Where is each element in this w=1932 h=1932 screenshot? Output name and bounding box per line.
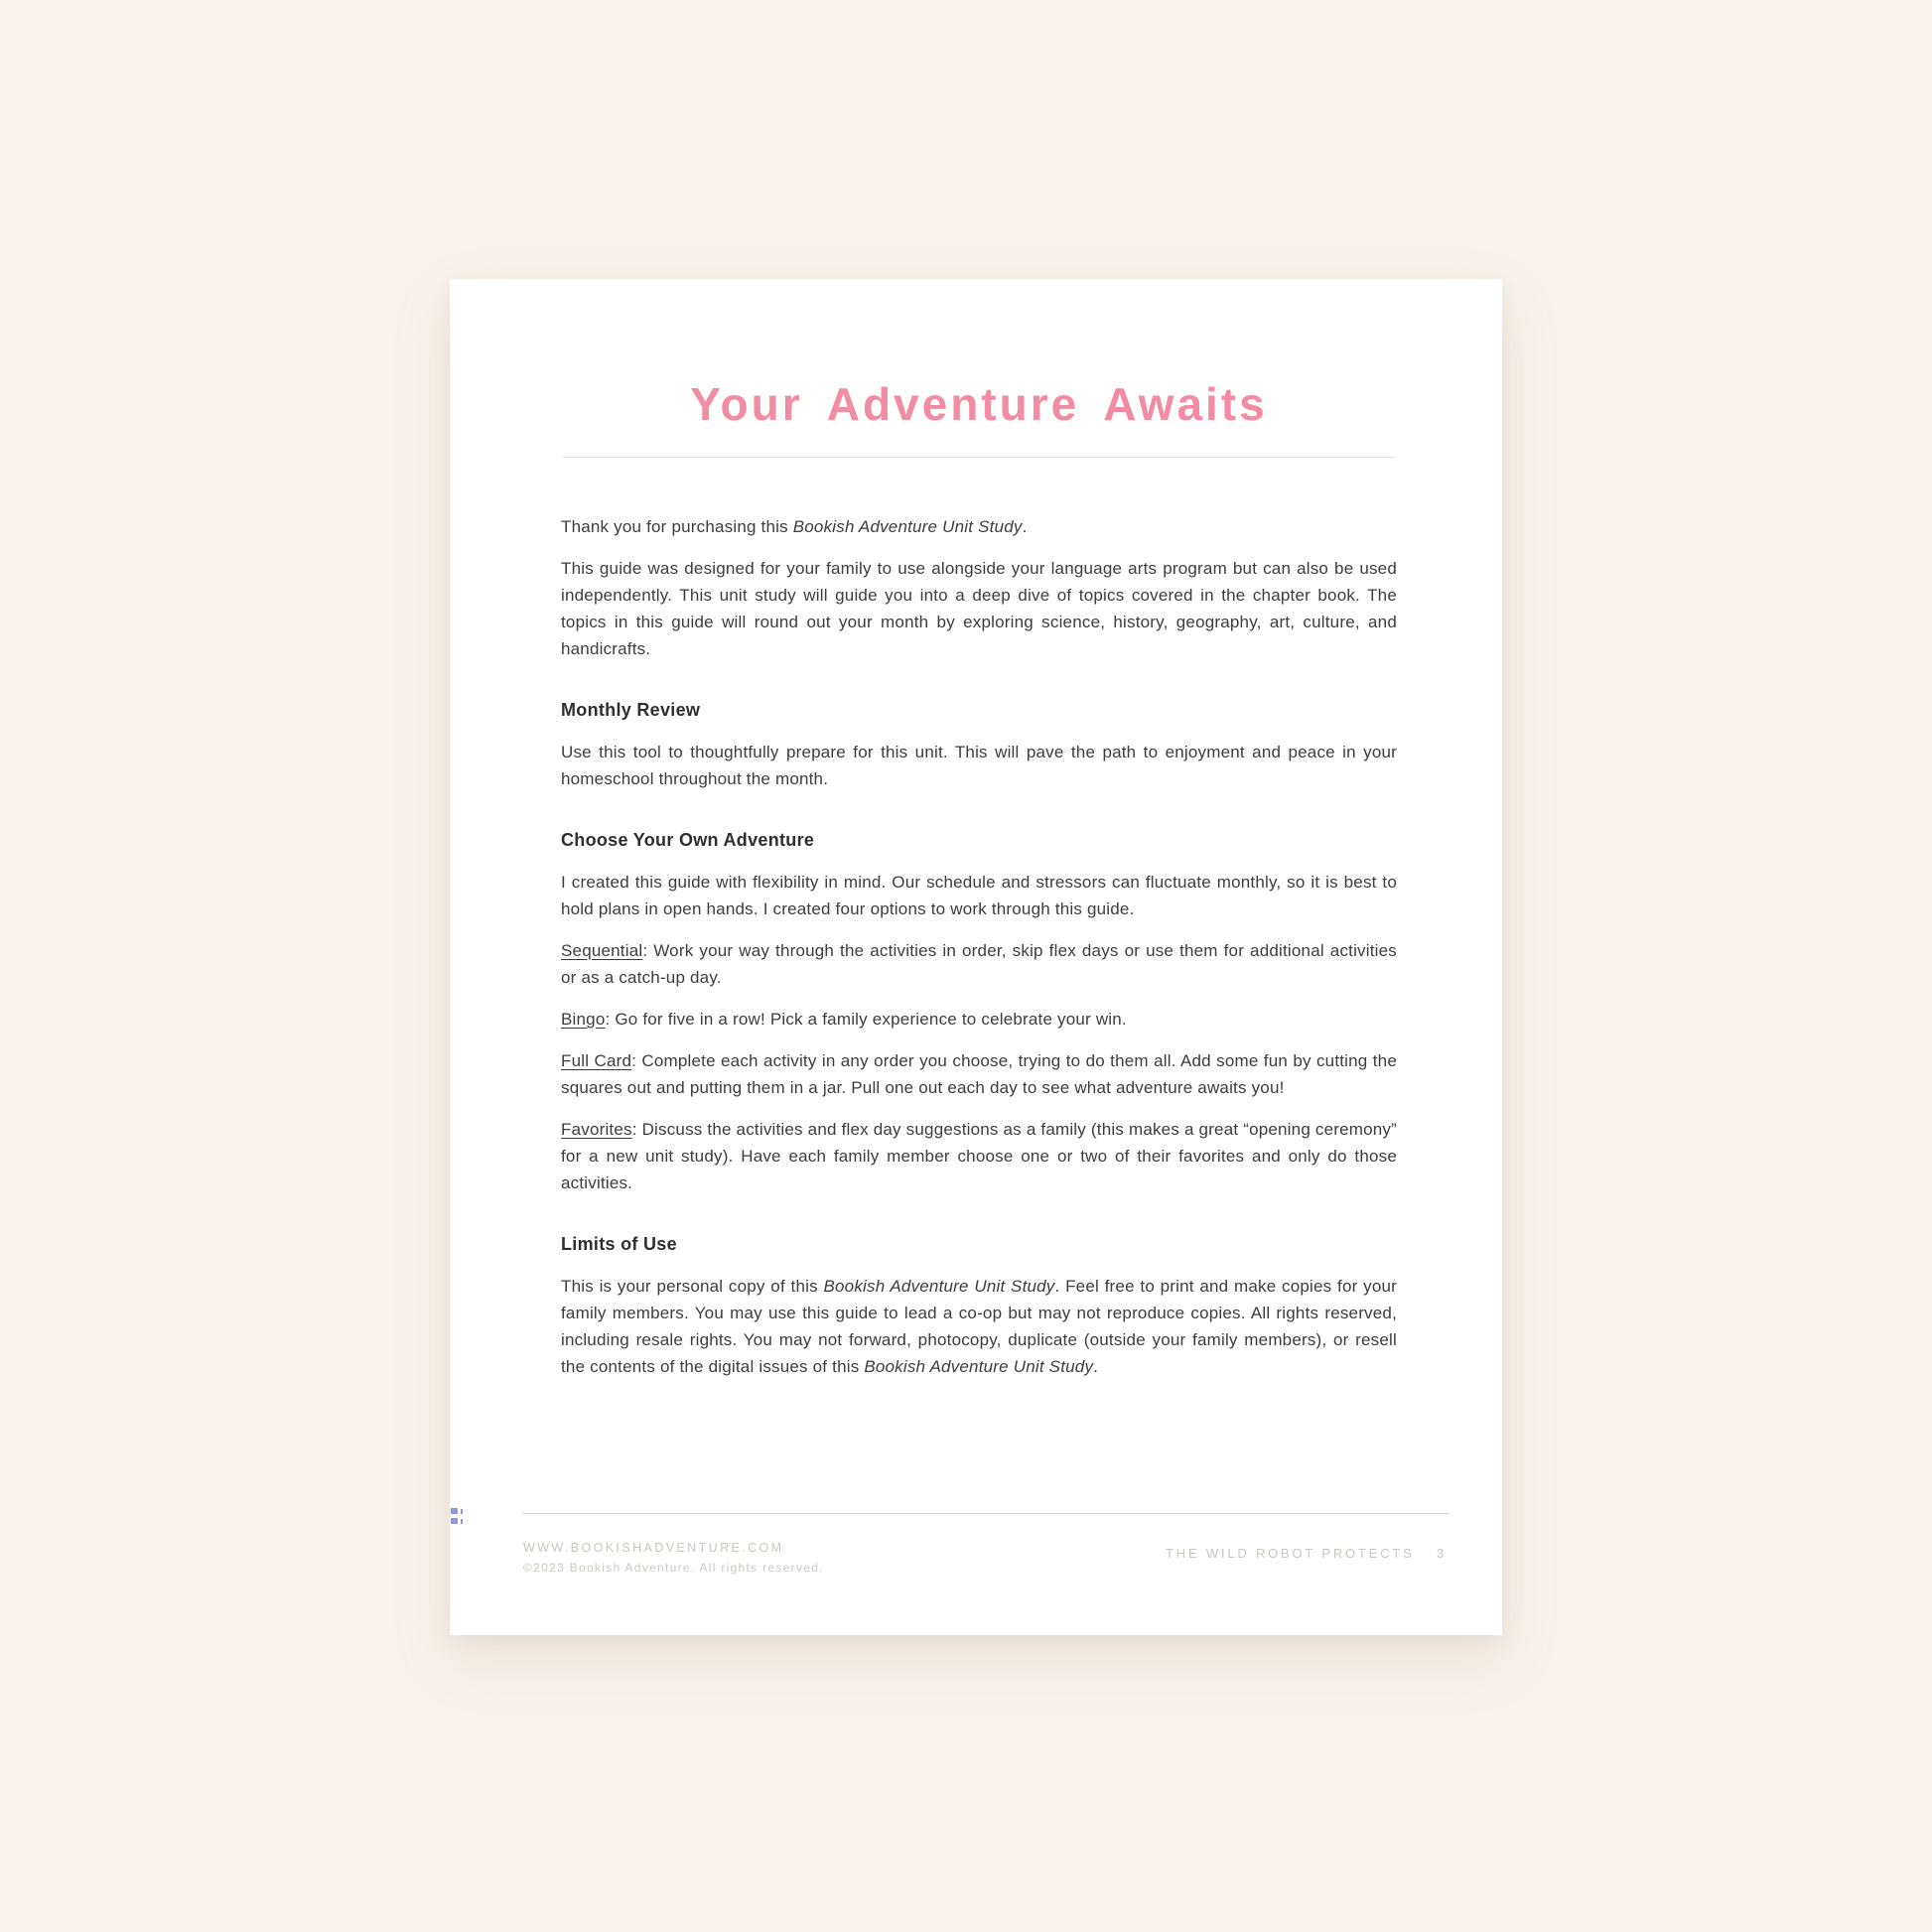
- document-content: [450, 279, 1502, 1380]
- document-page: [450, 279, 1502, 1635]
- limits-of-use-paragraph: This is your personal copy of this Bookish Adventure Unit Study. Feel free to print and make copies for your family members. You may use this guide to lead a co-op but may not reproduce copies. All rights reserved, including resale rights. You may not forward, photocopy, duplicate (outside your family members), or resell the contents of the digital issues of this Bookish Adventure Unit Study.: [561, 1276, 1398, 1376]
- option-full-card-text: : Complete each activity in any order you choose, trying to do them all. Add some fun by cutting the squares out and putting them in a jar. Pull one out each day to see what adventure awaits you!: [561, 1050, 1397, 1097]
- intro-design-paragraph: This guide was designed for your family to use alongside your language arts program but can also be used independently. This unit study will guide you into a deep dive of topics covered in the chapter book. The topics in this guide will round out your month by exploring science, history, geography, art, culture, and handicrafts.: [561, 558, 1397, 658]
- footer-divider: [522, 1513, 1449, 1514]
- footer-copyright: ©2023 Bookish Adventure. All rights reserved.: [523, 1561, 824, 1575]
- option-bingo-label: Bingo: [561, 1009, 606, 1029]
- option-full-card-paragraph: [561, 1047, 1397, 1101]
- footer-website: WWW.BOOKISHADVENTURE.COM: [523, 1541, 784, 1555]
- page-title: Your Adventure Awaits: [690, 378, 1268, 430]
- option-sequential-text: : Work your way through the activities in order, skip flex days or use them for additional activities or as a catch-up day.: [561, 940, 1397, 987]
- option-full-card-label: Full Card: [561, 1050, 632, 1070]
- option-favorites-text: : Discuss the activities and flex day suggestions as a family (this makes a great “opening ceremony” for a new unit study). Have each family member choose one or two of their favorites and only do those activities.: [561, 1119, 1397, 1192]
- option-sequential-paragraph: [561, 937, 1397, 991]
- limits-of-use-heading: Limits of Use: [561, 1233, 677, 1254]
- option-favorites-label: Favorites: [561, 1119, 632, 1139]
- footer-book-title: THE WILD ROBOT PROTECTS: [1166, 1546, 1415, 1561]
- choose-adventure-heading: Choose Your Own Adventure: [561, 829, 815, 850]
- title-divider: [563, 457, 1395, 458]
- intro-thanks-paragraph: Thank you for purchasing this Bookish Adventure Unit Study.: [561, 516, 1028, 536]
- option-sequential-label: Sequential: [561, 940, 643, 960]
- page-footer: [450, 1513, 1502, 1635]
- option-favorites-paragraph: [561, 1116, 1397, 1196]
- option-bingo-paragraph: [561, 1006, 1397, 1033]
- choose-adventure-intro-paragraph: I created this guide with flexibility in mind. Our schedule and stressors can fluctuate monthly, so it is best to hold plans in open hands. I created four options to work through this guide.: [561, 872, 1397, 918]
- monthly-review-paragraph: Use this tool to thoughtfully prepare for this unit. This will pave the path to enjoyment and peace in your homeschool throughout the month.: [561, 742, 1397, 788]
- monthly-review-heading: Monthly Review: [561, 699, 701, 720]
- option-bingo-text: : Go for five in a row! Pick a family experience to celebrate your win.: [605, 1009, 1127, 1029]
- footer-page-number: 3: [1436, 1546, 1447, 1561]
- footer-left-block: [523, 1541, 824, 1575]
- footer-right-block: [1166, 1546, 1447, 1561]
